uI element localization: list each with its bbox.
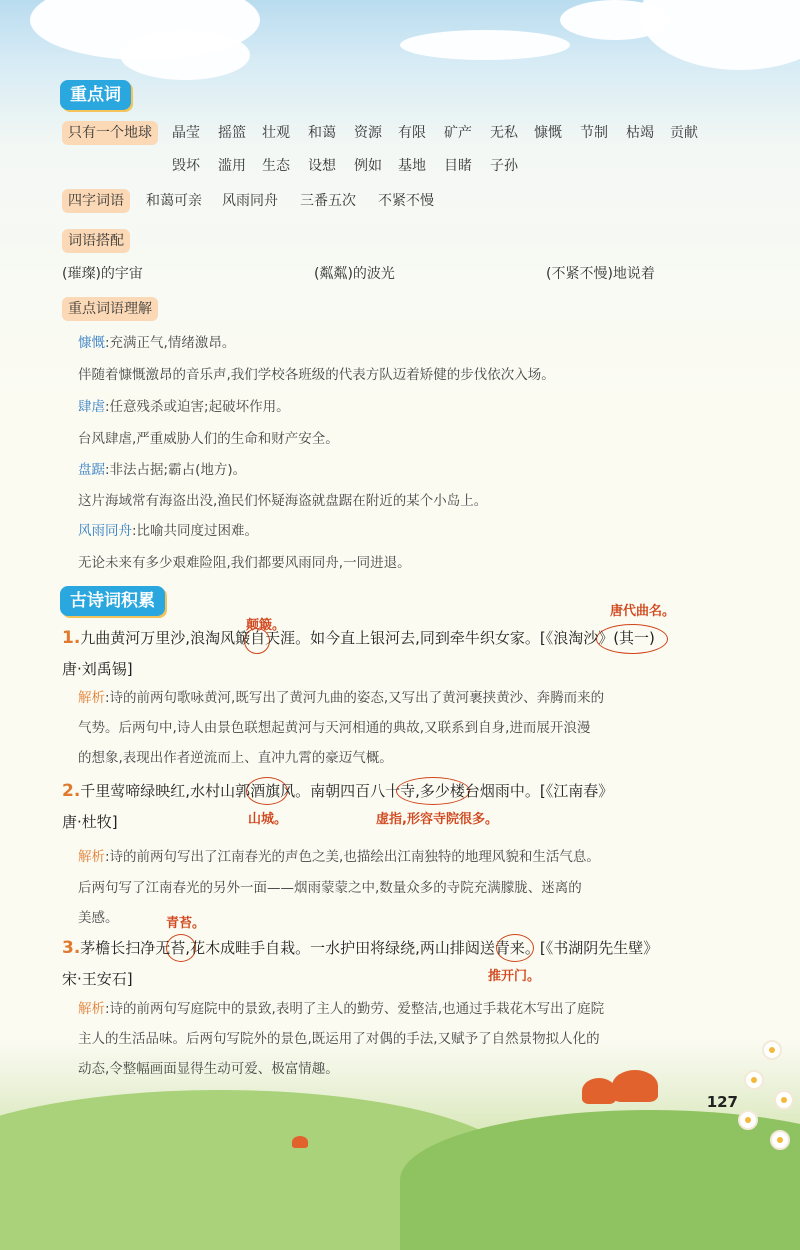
word: 资源 xyxy=(354,125,382,141)
word: 贡献 xyxy=(670,125,698,141)
word: 晶莹 xyxy=(172,125,200,141)
poem-line xyxy=(62,626,655,650)
mushroom-decoration xyxy=(582,1078,616,1104)
analysis-label: 解析 xyxy=(78,690,105,706)
poem-number: 3. xyxy=(62,938,81,958)
cloud-decoration xyxy=(120,30,250,80)
word: 目睹 xyxy=(444,158,472,174)
word: 无私 xyxy=(490,125,518,141)
definition: :比喻共同度过困难。 xyxy=(132,523,259,539)
term-definition xyxy=(78,332,235,354)
annotation-note: 青苔。 xyxy=(166,916,206,931)
word: 例如 xyxy=(354,158,382,174)
analysis-line: 的想象,表现出作者逆流而上、直冲九霄的豪迈气概。 xyxy=(78,750,393,766)
analysis-line: 主人的生活品味。后两句写院外的景色,既运用了对偶的手法,又赋予了自然景物拟人化的 xyxy=(78,1031,600,1047)
poem-author: 唐·刘禹锡] xyxy=(62,660,133,678)
poem-author: 唐·杜牧] xyxy=(62,813,118,831)
cloud-decoration xyxy=(400,30,570,60)
word: 壮观 xyxy=(262,125,290,141)
definition: :非法占据;霸占(地方)。 xyxy=(105,462,247,478)
annotation-note: 唐代曲名。 xyxy=(610,604,676,619)
section-title-poems: 古诗词积累 xyxy=(60,586,165,616)
tag-only-one-earth: 只有一个地球 xyxy=(62,121,158,145)
annotation-note: 颠簸。 xyxy=(246,618,286,633)
flower-decoration xyxy=(738,1110,758,1130)
analysis-text: :诗的前两句歌咏黄河,既写出了黄河九曲的姿态,又写出了黄河裹挟黄沙、奔腾而来的 xyxy=(105,690,605,706)
collocation-item: (不紧不慢)地说着 xyxy=(546,266,655,282)
flower-decoration xyxy=(744,1070,764,1090)
poem-text: 茅檐长扫净无苔,花木成畦手自栽。一水护田将绿绕,两山排闼送青来。[《书湖阴先生壁》 xyxy=(80,939,659,957)
poem-text: 千里莺啼绿映红,水村山郭酒旗风。南朝四百八十寺,多少楼台烟雨中。[《江南春》 xyxy=(80,782,614,800)
word: 慷慨 xyxy=(534,125,562,141)
tag-collocation: 词语搭配 xyxy=(62,229,130,253)
flower-decoration xyxy=(762,1040,782,1060)
word: 矿产 xyxy=(444,125,472,141)
analysis-line: 后两句写了江南春光的另外一面——烟雨蒙蒙之中,数量众多的寺院充满朦胧、迷离的 xyxy=(78,880,582,896)
page-number: 127 xyxy=(706,1093,738,1111)
definition: :充满正气,情绪激昂。 xyxy=(105,335,236,351)
collocation-item: (璀璨)的宇宙 xyxy=(62,266,143,282)
word: 有限 xyxy=(398,125,426,141)
analysis-line: 气势。后两句中,诗人由景色联想起黄河与天河相通的典故,又联系到自身,进而展开浪漫 xyxy=(78,720,591,736)
analysis-label: 解析 xyxy=(78,1001,105,1017)
analysis-line xyxy=(78,998,604,1020)
word: 摇篮 xyxy=(218,125,246,141)
tag-four-char-words: 四字词语 xyxy=(62,189,130,213)
example-sentence: 无论未来有多少艰难险阻,我们都要风雨同舟,一同进退。 xyxy=(78,555,411,571)
analysis-text: :诗的前两句写出了江南春光的声色之美,也描绘出江南独特的地理风貌和生活气息。 xyxy=(105,849,600,865)
term-definition xyxy=(78,459,246,481)
term: 盘踞 xyxy=(78,462,105,478)
analysis-line xyxy=(78,846,600,868)
example-sentence: 这片海域常有海盗出没,渔民们怀疑海盗就盘踞在附近的某个小岛上。 xyxy=(78,493,488,509)
analysis-text: :诗的前两句写庭院中的景致,表明了主人的勤劳、爱整洁,也通过手栽花木写出了庭院 xyxy=(105,1001,605,1017)
flower-decoration xyxy=(774,1090,794,1110)
flower-decoration xyxy=(770,1130,790,1150)
four-char-word: 和蔼可亲 xyxy=(146,193,202,209)
mushroom-decoration xyxy=(292,1136,308,1148)
poem-number: 2. xyxy=(62,781,81,801)
word: 枯竭 xyxy=(626,125,654,141)
annotation-note: 推开门。 xyxy=(488,969,541,984)
poem-line xyxy=(62,779,613,803)
mushroom-decoration xyxy=(612,1070,658,1102)
example-sentence: 伴随着慷慨激昂的音乐声,我们学校各班级的代表方队迈着矫健的步伐依次入场。 xyxy=(78,367,555,383)
analysis-line: 美感。 xyxy=(78,910,119,926)
poem-line xyxy=(62,936,658,960)
analysis-label: 解析 xyxy=(78,849,105,865)
annotation-note: 虚指,形容寺院很多。 xyxy=(376,812,498,827)
term: 风雨同舟 xyxy=(78,523,132,539)
word: 子孙 xyxy=(490,158,518,174)
word: 毁坏 xyxy=(172,158,200,174)
four-char-word: 不紧不慢 xyxy=(378,193,434,209)
definition: :任意残杀或迫害;起破坏作用。 xyxy=(105,399,290,415)
cloud-decoration xyxy=(560,0,670,40)
poem-number: 1. xyxy=(62,628,81,648)
word: 滥用 xyxy=(218,158,246,174)
word: 设想 xyxy=(308,158,336,174)
term: 肆虐 xyxy=(78,399,105,415)
term: 慷慨 xyxy=(78,335,105,351)
word: 生态 xyxy=(262,158,290,174)
term-definition xyxy=(78,396,290,418)
example-sentence: 台风肆虐,严重威胁人们的生命和财产安全。 xyxy=(78,431,339,447)
poem-text: 九曲黄河万里沙,浪淘风簸自天涯。如今直上银河去,同到牵牛织女家。[《浪淘沙》(其一) xyxy=(80,629,655,647)
annotation-note: 山城。 xyxy=(248,812,288,827)
four-char-word: 三番五次 xyxy=(300,193,356,209)
poem-author: 宋·王安石] xyxy=(62,970,133,988)
word: 节制 xyxy=(580,125,608,141)
section-title-key-words: 重点词 xyxy=(60,80,131,110)
analysis-line: 动态,令整幅画面显得生动可爱、极富情趣。 xyxy=(78,1061,339,1077)
word: 和蔼 xyxy=(308,125,336,141)
term-definition xyxy=(78,520,258,542)
tag-understanding: 重点词语理解 xyxy=(62,297,158,321)
word: 基地 xyxy=(398,158,426,174)
analysis-line xyxy=(78,687,604,709)
collocation-item: (粼粼)的波光 xyxy=(314,266,395,282)
four-char-word: 风雨同舟 xyxy=(222,193,278,209)
